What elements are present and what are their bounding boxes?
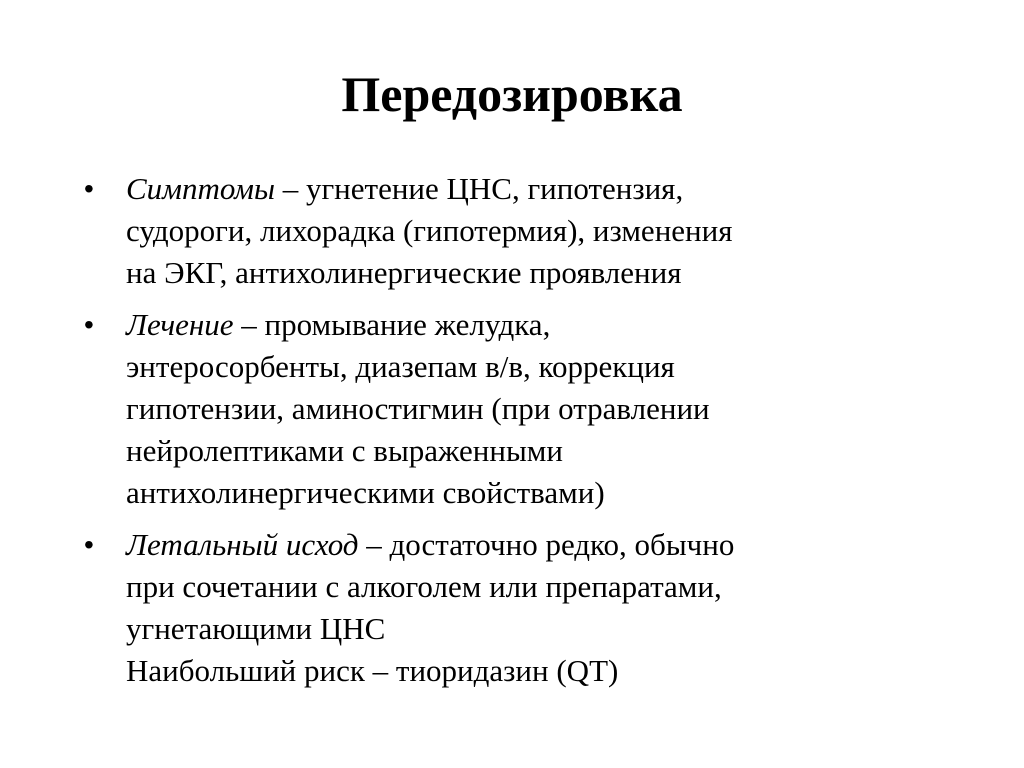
bullet-text: – промывание желудка, [233, 307, 551, 342]
bullet-term: Симптомы [126, 171, 275, 206]
bullet-text: – угнетение ЦНС, гипотензия, [274, 171, 684, 206]
bullet-item-outcome [84, 524, 934, 692]
bullet-icon: • [84, 309, 94, 340]
slide-title: Передозировка [341, 66, 683, 122]
bullet-list [84, 168, 934, 702]
bullet-icon: • [84, 173, 94, 204]
bullet-line: Наибольший риск – тиоридазин (QT) [126, 653, 619, 688]
bullet-line: угнетающими ЦНС [126, 611, 386, 646]
bullet-icon: • [84, 529, 94, 560]
bullet-text: – достаточно редко, обычно [358, 527, 735, 562]
bullet-line [126, 304, 934, 346]
bullet-line: судороги, лихорадка (гипотермия), изменения [126, 213, 733, 248]
bullet-line: гипотензии, аминостигмин (при отравлении [126, 391, 710, 426]
bullet-term: Лечение [126, 307, 234, 342]
bullet-term: Летальный исход [126, 527, 359, 562]
bullet-item-treatment [84, 304, 934, 514]
bullet-line: антихолинергическими свойствами) [126, 475, 605, 510]
bullet-line: при сочетании с алкоголем или препаратами, [126, 569, 722, 604]
bullet-line: на ЭКГ, антихолинергические проявления [126, 255, 682, 290]
bullet-line: энтеросорбенты, диазепам в/в, коррекция [126, 349, 675, 384]
bullet-line [126, 168, 934, 210]
bullet-item-symptoms [84, 168, 934, 294]
bullet-line [126, 524, 934, 566]
bullet-line: нейролептиками с выраженными [126, 433, 564, 468]
